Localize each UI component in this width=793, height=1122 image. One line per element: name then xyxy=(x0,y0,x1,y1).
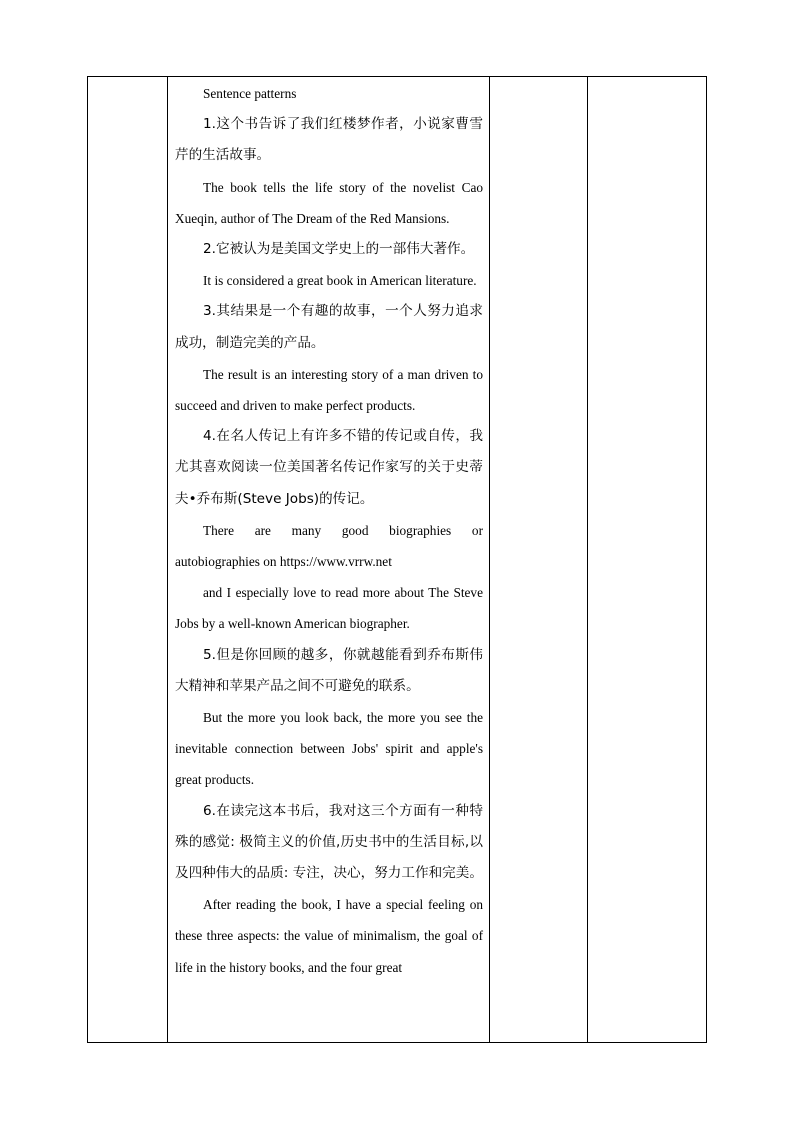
section-heading: Sentence patterns xyxy=(203,86,297,101)
english-sentence: It is considered a great book in American literature. xyxy=(203,273,477,289)
english-sentence: The result is an interesting story of a man driven to succeed and driven to make perfect products. xyxy=(175,366,483,414)
english-sentence: The book tells the life story of the novelist Cao Xueqin, author of The Dream of the Red Mansions. xyxy=(175,179,483,226)
column-divider-3 xyxy=(587,77,588,1042)
paragraph-list xyxy=(175,109,483,983)
english-sentence: But the more you look back, the more you see the inevitable connection between Jobs' spirit and apple's great products. xyxy=(175,710,483,788)
content-cell xyxy=(169,77,489,1042)
chinese-sentence: 2.它被认为是美国文学史上的一部伟大著作。 xyxy=(203,241,475,258)
chinese-sentence: 5.但是你回顾的越多，你就越能看到乔布斯伟大精神和苹果产品之间不可避免的联系。 xyxy=(175,646,483,694)
column-divider-2 xyxy=(489,77,490,1042)
chinese-sentence: 1.这个书告诉了我们红楼梦作者，小说家曹雪芹的生活故事。 xyxy=(175,116,483,164)
chinese-sentence: 3.其结果是一个有趣的故事，一个人努力追求成功，制造完美的产品。 xyxy=(175,303,483,351)
english-sentence: and I especially love to read more about The Steve Jobs by a well-known American biographer. xyxy=(175,585,483,632)
column-divider-1 xyxy=(167,77,168,1042)
english-sentence: There are many good biographies or autobiographies on https://www.vrrw.net xyxy=(175,522,483,570)
chinese-sentence: 6.在读完这本书后，我对这三个方面有一种特殊的感觉: 极简主义的价值,历史书中的生活目标,以及四种伟大的品质: 专注，决心，努力工作和完美。 xyxy=(175,802,483,882)
english-sentence: After reading the book, I have a special feeling on these three aspects: the value of minimalism, the goal of life in the history books, and the four great xyxy=(175,897,483,975)
lesson-table xyxy=(87,76,707,1043)
chinese-sentence: 4.在名人传记上有许多不错的传记或自传，我尤其喜欢阅读一位美国著名传记作家写的关于史蒂夫•乔布斯(Steve Jobs)的传记。 xyxy=(175,428,483,507)
